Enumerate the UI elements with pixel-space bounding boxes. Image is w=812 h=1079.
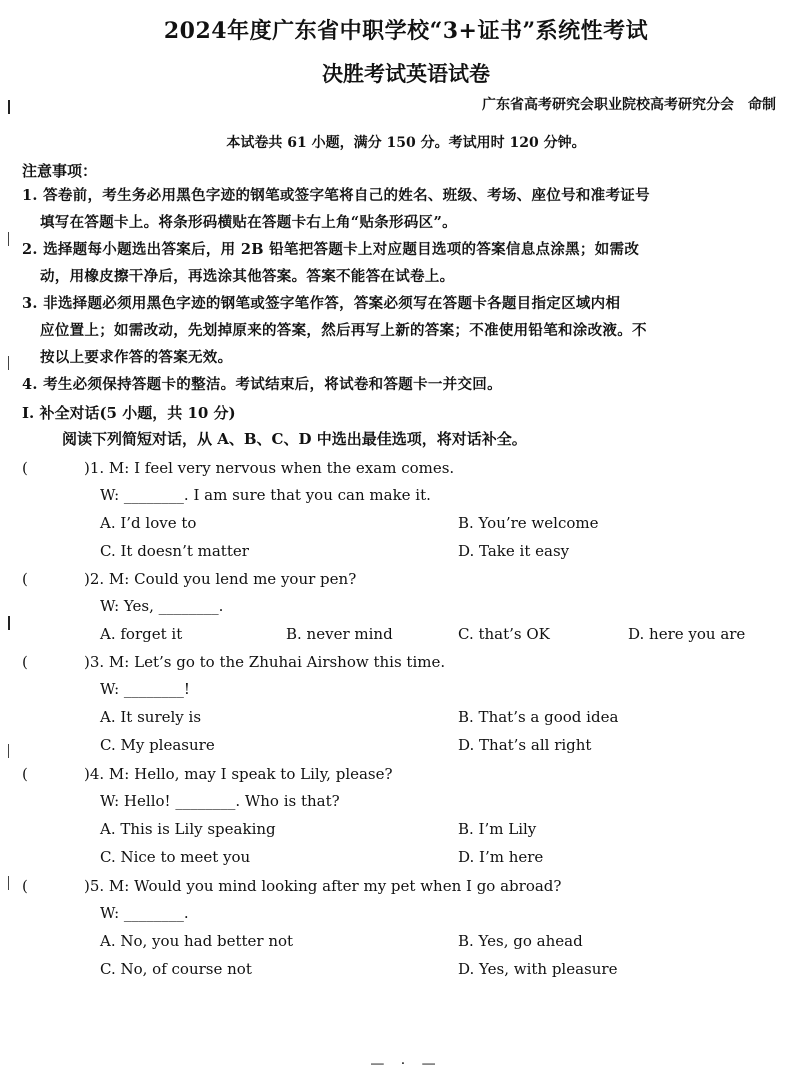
question-3 [22,648,782,759]
option-c[interactable]: C. Nice to meet you [100,848,251,866]
section-heading: Ⅰ. 补全对话(5 小题，共 10 分) [22,404,236,422]
margin-mark [0,356,9,370]
margin-mark [0,744,9,758]
options-row [22,955,782,983]
margin-mark [0,100,10,114]
option-a[interactable]: A. forget it [100,625,183,643]
response-line: W: Yes, ________. [100,597,224,615]
option-c[interactable]: C. No, of course not [100,960,252,978]
prompt-text: )2. M: Could you lend me your pen? [84,570,357,588]
question-prompt [22,454,782,482]
margin-mark [0,232,9,246]
options-row [22,927,782,955]
option-b[interactable]: B. I’m Lily [458,820,537,838]
section-instruction: 阅读下列简短对话，从 A、B、C、D 中选出最佳选项，将对话补全。 [62,430,527,448]
answer-paren[interactable]: ( [22,877,28,895]
response-line: W: ________! [100,680,190,698]
question-prompt [22,760,782,788]
question-prompt [22,565,782,593]
option-a[interactable]: A. It surely is [100,708,202,726]
exam-title: 2024年度广东省中职学校“3+证书”系统性考试 [163,18,649,44]
options-row [22,620,782,648]
response-line: W: ________. [100,904,189,922]
response-line: W: ________. I am sure that you can make it. [100,486,431,504]
option-a[interactable]: A. No, you had better not [100,932,294,950]
question-4 [22,760,782,871]
prompt-text: )1. M: I feel very nervous when the exam comes. [84,459,455,477]
options-row [22,703,782,731]
option-a[interactable]: A. This is Lily speaking [100,820,276,838]
option-d[interactable]: D. Yes, with pleasure [458,960,618,978]
answer-paren[interactable]: ( [22,459,28,477]
publisher-line: 广东省高考研究会职业院校高考研究分会 命制 [482,97,776,113]
question-prompt [22,872,782,900]
option-a[interactable]: A. I’d love to [100,514,197,532]
note-line: 动，用橡皮擦干净后，再选涂其他答案。答案不能答在试卷上。 [40,268,455,285]
option-b[interactable]: B. never mind [286,625,393,643]
option-c[interactable]: C. that’s OK [458,625,550,643]
exam-subtitle: 决胜考试英语试卷 [322,61,490,86]
options-row [22,509,782,537]
response-line: W: Hello! ________. Who is that? [100,792,340,810]
exam-summary: 本试卷共 61 小题，满分 150 分。考试用时 120 分钟。 [226,135,586,151]
option-d[interactable]: D. That’s all right [458,736,592,754]
answer-paren[interactable]: ( [22,765,28,783]
margin-mark [0,876,9,890]
option-d[interactable]: D. Take it easy [458,542,570,560]
option-b[interactable]: B. Yes, go ahead [458,932,583,950]
option-b[interactable]: B. You’re welcome [458,514,599,532]
notes-list [22,182,782,398]
options-row [22,815,782,843]
answer-paren[interactable]: ( [22,570,28,588]
prompt-text: )4. M: Hello, may I speak to Lily, please? [84,765,393,783]
option-c[interactable]: C. My pleasure [100,736,215,754]
note-line: 填写在答题卡上。将条形码横贴在答题卡右上角“贴条形码区”。 [40,214,457,231]
question-1 [22,454,782,565]
note-line: 4. 考生必须保持答题卡的整洁。考试结束后，将试卷和答题卡一并交回。 [22,376,502,393]
question-prompt [22,648,782,676]
note-line: 3. 非选择题必须用黑色字迹的钢笔或签字笔作答，答案必须写在答题卡各题目指定区域内相 [22,295,621,312]
answer-paren[interactable]: ( [22,653,28,671]
options-row [22,537,782,565]
note-line: 1. 答卷前，考生务必用黑色字迹的钢笔或签字笔将自己的姓名、班级、考场、座位号和准考证号 [22,187,650,204]
option-b[interactable]: B. That’s a good idea [458,708,619,726]
prompt-text: )5. M: Would you mind looking after my pet when I go abroad? [84,877,562,895]
margin-mark [0,616,10,630]
question-5 [22,872,782,983]
options-row [22,843,782,871]
question-2 [22,565,782,648]
prompt-text: )3. M: Let’s go to the Zhuhai Airshow this time. [84,653,446,671]
note-line: 应位置上；如需改动，先划掉原来的答案，然后再写上新的答案；不准使用铅笔和涂改液。不 [40,322,647,339]
note-line: 2. 选择题每小题选出答案后，用 2B 铅笔把答题卡上对应题目选项的答案信息点涂黑；如需改 [22,241,640,258]
option-c[interactable]: C. It doesn’t matter [100,542,249,560]
option-d[interactable]: D. here you are [628,625,746,643]
notes-heading: 注意事项： [22,162,98,180]
option-d[interactable]: D. I’m here [458,848,544,866]
options-row [22,731,782,759]
page-number-mark: — · — [370,1056,442,1072]
note-line: 按以上要求作答的答案无效。 [40,349,233,366]
